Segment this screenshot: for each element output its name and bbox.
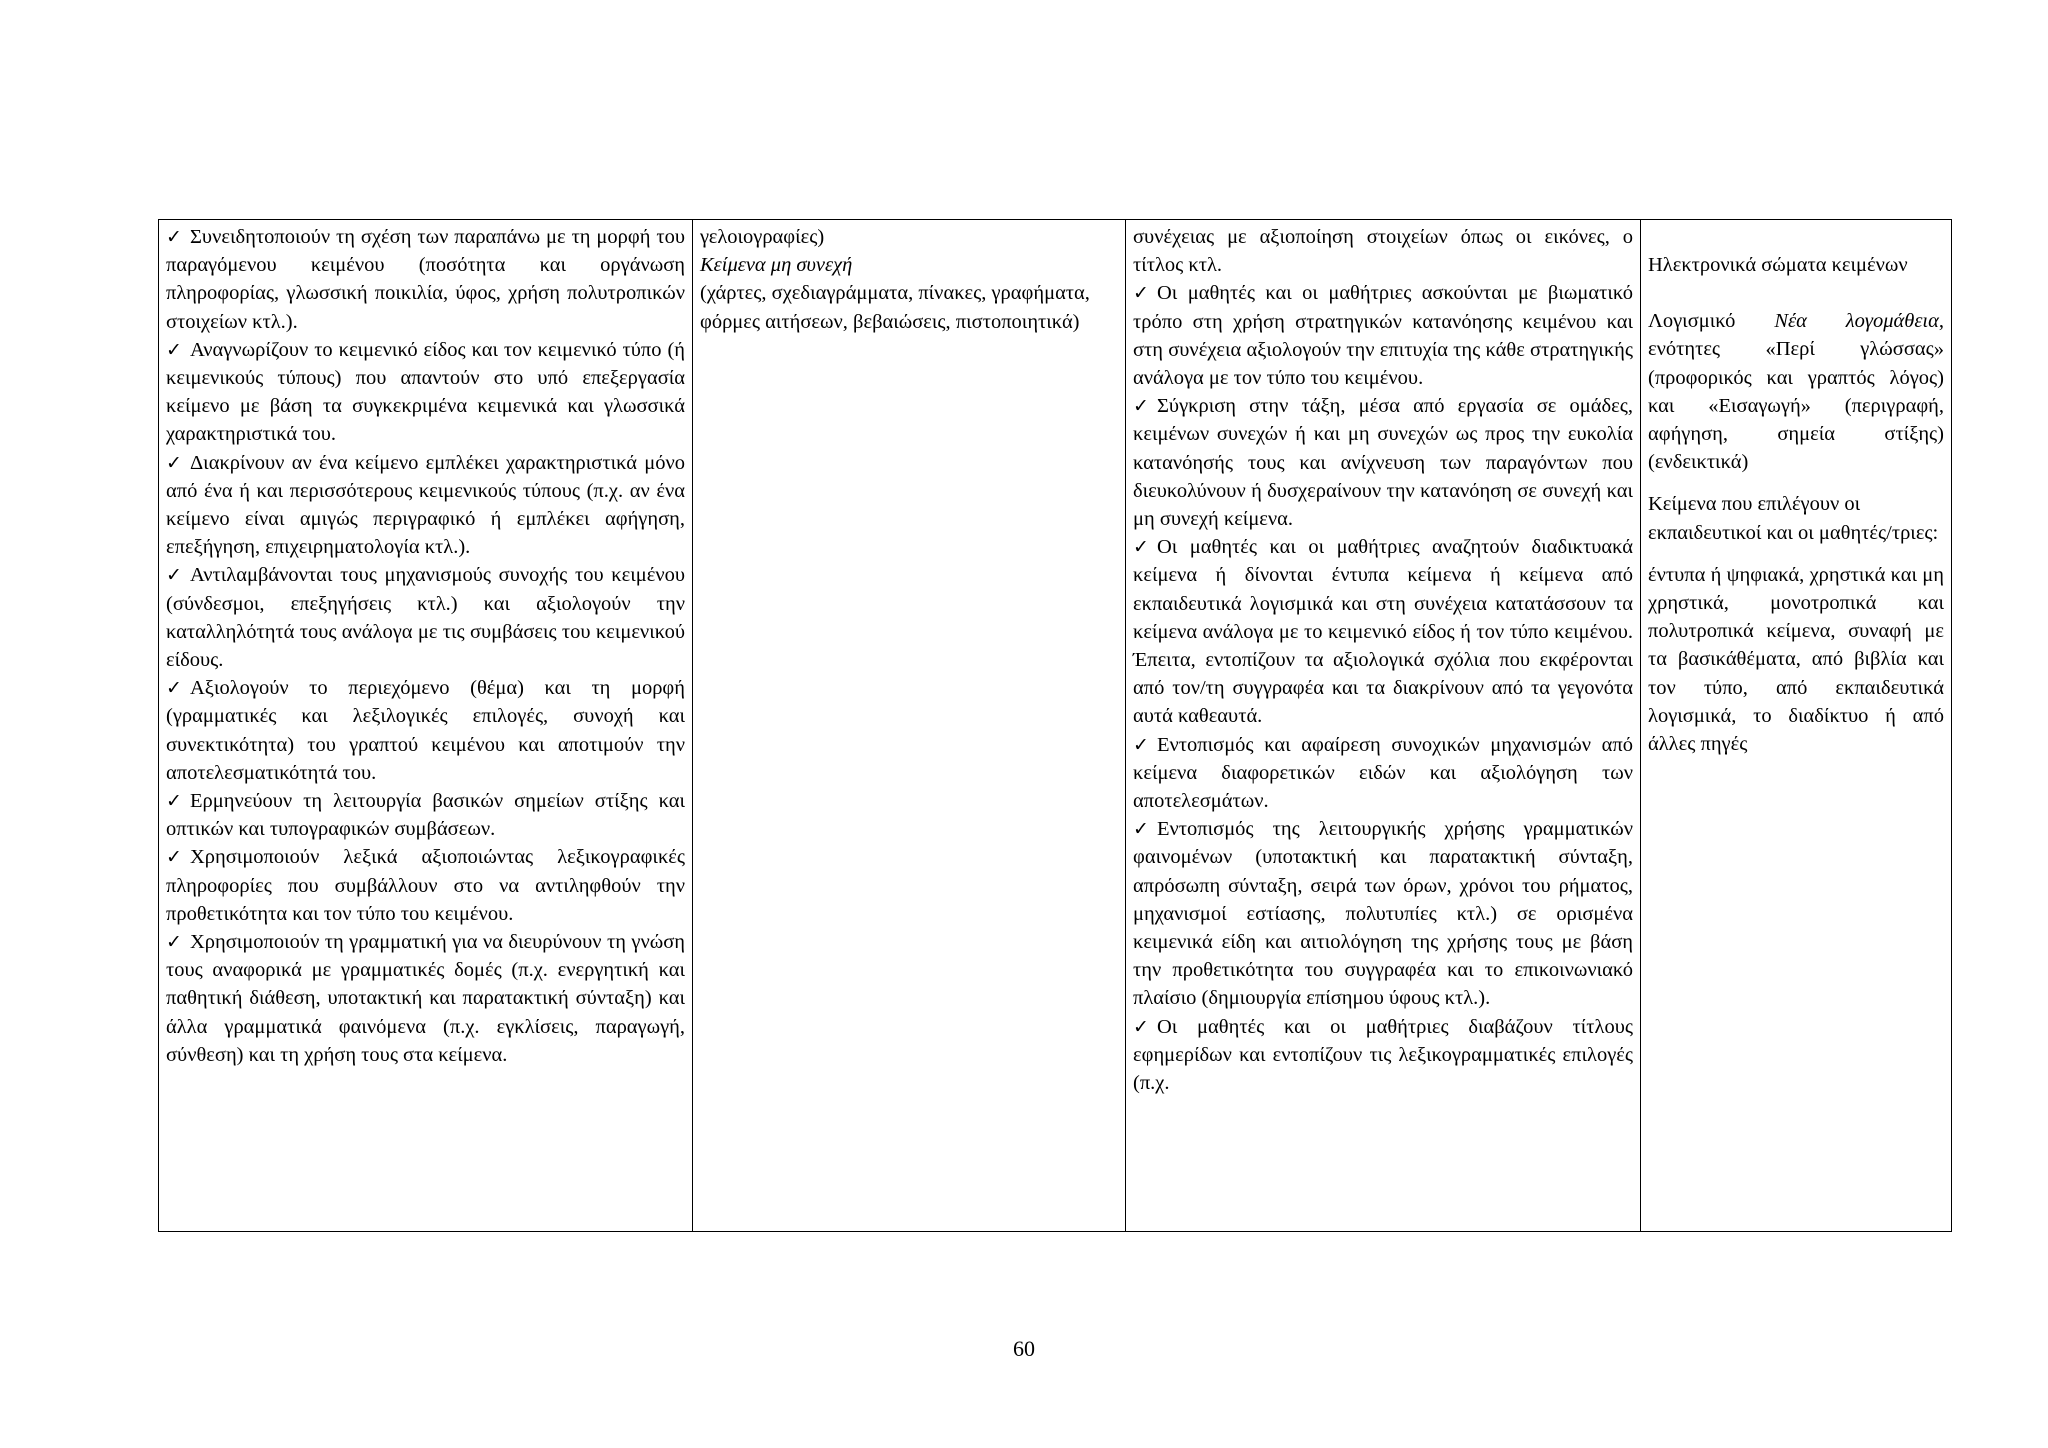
list-item (166, 674, 685, 787)
checkmark-icon: ✓ (166, 846, 182, 869)
text-type-list: (χάρτες, σχεδιαγράμματα, πίνακες, γραφήματα, φόρμες αιτήσεων, βεβαιώσεις, πιστοποιητικά) (700, 282, 1090, 333)
list-item (166, 928, 685, 1069)
spacer (1648, 476, 1944, 490)
list-item-text: Διακρίνουν αν ένα κείμενο εμπλέκει χαρακτηριστικά μόνο από ένα ή και περισσότερους κειμενικούς τύπους (π.χ. αν ένα κείμενο είναι αμιγώς περιγραφικό ή εμπλέκει αφήγηση, επεξήγηση, επιχειρηματολογία κτλ.). (166, 451, 685, 559)
table-row (159, 220, 1952, 1232)
list-item (1133, 533, 1633, 730)
checkmark-icon: ✓ (166, 790, 182, 813)
list-item-text: Συνειδητοποιούν τη σχέση των παραπάνω με τη μορφή του παραγόμενου κειμένου (ποσότητα και οργάνωση πληροφορίας, γλωσσική ποικιλία, ύφος, χρήση πολυτροπικών στοιχείων κτλ.). (166, 226, 685, 333)
resource-electronic: Ηλεκτρονικά σώματα κειμένων (1648, 254, 1908, 276)
objectives-list (166, 223, 685, 1069)
checkmark-icon: ✓ (166, 677, 182, 700)
checkmark-icon: ✓ (1133, 818, 1149, 841)
list-item (166, 449, 685, 562)
list-item (166, 223, 685, 336)
activities-list (1133, 279, 1633, 1097)
list-item-text: Εντοπισμός της λειτουργικής χρήσης γραμματικών φαινομένων (υποτακτική και παρατακτική σύνταξη, απρόσωπη σύνταξη, σειρά των όρων, χρόνοι του ρήματος, μηχανισμοί εστίασης, πολυτυπίες κτλ.) σε ορισμένα κειμενικά είδη και αιτιολόγηση της χρήσης τους με βάση την προθετικότητα του συγγραφέα και το επικοινωνιακό πλαίσιο (δημιουργία επίσημου ύφους κτλ.). (1133, 818, 1633, 1010)
list-item (166, 787, 685, 843)
list-item-text: Ερμηνεύουν τη λειτουργία βασικών σημείων στίξης και οπτικών και τυπογραφικών συμβάσεων. (166, 790, 685, 841)
checkmark-icon: ✓ (1133, 282, 1149, 305)
checkmark-icon: ✓ (1133, 733, 1149, 756)
list-item-text: Αντιλαμβάνονται τους μηχανισμούς συνοχής του κειμένου (σύνδεσμοι, επεξηγήσεις κτλ.) και αξιολογούν την καταλληλότητά τους ανάλογα με τις συμβάσεις του κειμενικού είδους. (166, 564, 685, 672)
list-item-text: Σύγκριση στην τάξη, μέσα από εργασία σε ομάδες, κειμένων συνεχών ή και μη συνεχών ως προς την ευκολία κατανόησής τους και ανίχνευση των παραγόντων που διευκολύνουν ή δυσχεραίνουν την κατανόηση σε συνεχή και μη συνεχή κείμενα. (1133, 395, 1633, 531)
list-item-text: Οι μαθητές και οι μαθήτριες αναζητούν διαδικτυακά κείμενα ή δίνονται έντυπα κείμενα ή κείμενα από εκπαιδευτικά λογισμικά και στη συνέχεια κατατάσσουν τα κείμενα ανάλογα με το κειμενικό είδος ή τον τύπο κειμένου. Έπειτα, εντοπίζουν τα αξιολογικά σχόλια που εκφέρονται από τον/τη συγγραφέα και τα διακρίνουν από τα γεγονότα αυτά καθεαυτά. (1133, 536, 1633, 728)
spacer (1648, 279, 1944, 307)
list-item (166, 561, 685, 674)
list-item (166, 336, 685, 449)
software-description: , ενότητες «Περί γλώσσας» (προφορικός και γραπτός λόγος) και «Εισαγωγή» (περιγραφή, αφήγηση, σημεία στίξης) (ενδεικτικά) (1648, 310, 1944, 474)
list-item-text: Αναγνωρίζουν το κειμενικό είδος και τον κειμενικό τύπο (ή κειμενικούς τύπους) που απαντούν στο υπό επεξεργασία κείμενο με βάση τα συγκεκριμένα κειμενικά και γλωσσικά χαρακτηριστικά του. (166, 338, 685, 446)
checkmark-icon: ✓ (1133, 536, 1149, 559)
resources-cell (1641, 220, 1952, 1232)
list-item (1133, 1013, 1633, 1098)
checkmark-icon: ✓ (1133, 1015, 1149, 1038)
curriculum-table (158, 219, 1952, 1232)
checkmark-icon: ✓ (166, 226, 182, 248)
software-title: Νέα λογομάθεια (1774, 310, 1939, 333)
spacer (1648, 547, 1944, 561)
resource-teachers: Κείμενα που επιλέγουν οι εκπαιδευτικοί και οι μαθητές/τριες: (1648, 493, 1939, 544)
text-type-heading: Κείμενα μη συνεχή (700, 254, 853, 277)
spacer (1648, 223, 1944, 251)
checkmark-icon: ✓ (166, 451, 182, 474)
list-item-text: Οι μαθητές και οι μαθήτριες διαβάζουν τίτλους εφημερίδων και εντοπίζουν τις λεξικογραμματικές επιλογές (π.χ. (1133, 1015, 1633, 1095)
activities-cell (1126, 220, 1641, 1232)
objectives-cell (159, 220, 693, 1232)
list-item-text: Αξιολογούν το περιεχόμενο (θέμα) και τη μορφή (γραμματικές και λεξιλογικές επιλογές, συνοχή και συνεκτικότητα) του γραπτού κειμένου και αποτιμούν την αποτελεσματικότητά του. (166, 677, 685, 784)
checkmark-icon: ✓ (166, 564, 182, 587)
list-item (1133, 392, 1633, 533)
software-prefix: Λογισμικό (1648, 310, 1775, 333)
list-item (166, 843, 685, 928)
activities-intro: συνέχειας με αξιοποίηση στοιχείων όπως οι εικόνες, ο τίτλος κτλ. (1133, 226, 1633, 277)
text-type-line: γελοιογραφίες) (700, 226, 825, 248)
checkmark-icon: ✓ (166, 931, 182, 954)
checkmark-icon: ✓ (1133, 395, 1149, 418)
text-types-cell (693, 220, 1126, 1232)
list-item (1133, 279, 1633, 392)
list-item (1133, 815, 1633, 1012)
checkmark-icon: ✓ (166, 338, 182, 361)
resource-sources: έντυπα ή ψηφιακά, χρηστικά και μη χρηστικά, μονοτροπικά και πολυτροπικά κείμενα, συναφή με τα βασικάθέματα, από βιβλία και τον τύπο, από εκπαιδευτικά λογισμικά, το διαδίκτυο ή από άλλες πηγές (1648, 563, 1944, 756)
resource-software (1648, 307, 1944, 476)
list-item-text: Χρησιμοποιούν λεξικά αξιοποιώντας λεξικογραφικές πληροφορίες που συμβάλλουν στο να αντιληφθούν την προθετικότητα και τον τύπο του κειμένου. (166, 846, 685, 925)
list-item-text: Οι μαθητές και οι μαθήτριες ασκούνται με βιωματικό τρόπο στη χρήση στρατηγικών κατανόησης κειμένου και στη συνέχεια αξιολογούν την επιτυχία της κάθε στρατηγικής ανάλογα με τον τύπο του κειμένου. (1133, 282, 1633, 390)
list-item-text: Εντοπισμός και αφαίρεση συνοχικών μηχανισμών από κείμενα διαφορετικών ειδών και αξιολόγηση των αποτελεσμάτων. (1133, 733, 1633, 813)
page-number: 60 (1013, 1336, 1035, 1361)
list-item-text: Χρησιμοποιούν τη γραμματική για να διευρύνουν τη γνώση τους αναφορικά με γραμματικές δομές (π.χ. ενεργητική και παθητική διάθεση, υποτακτική και παρατακτική σύνταξη) και άλλα γραμματικά φαινόμενα (π.χ. εγκλίσεις, παραγωγή, σύνθεση) και τη χρήση τους στα κείμενα. (166, 931, 685, 1066)
list-item (1133, 731, 1633, 816)
